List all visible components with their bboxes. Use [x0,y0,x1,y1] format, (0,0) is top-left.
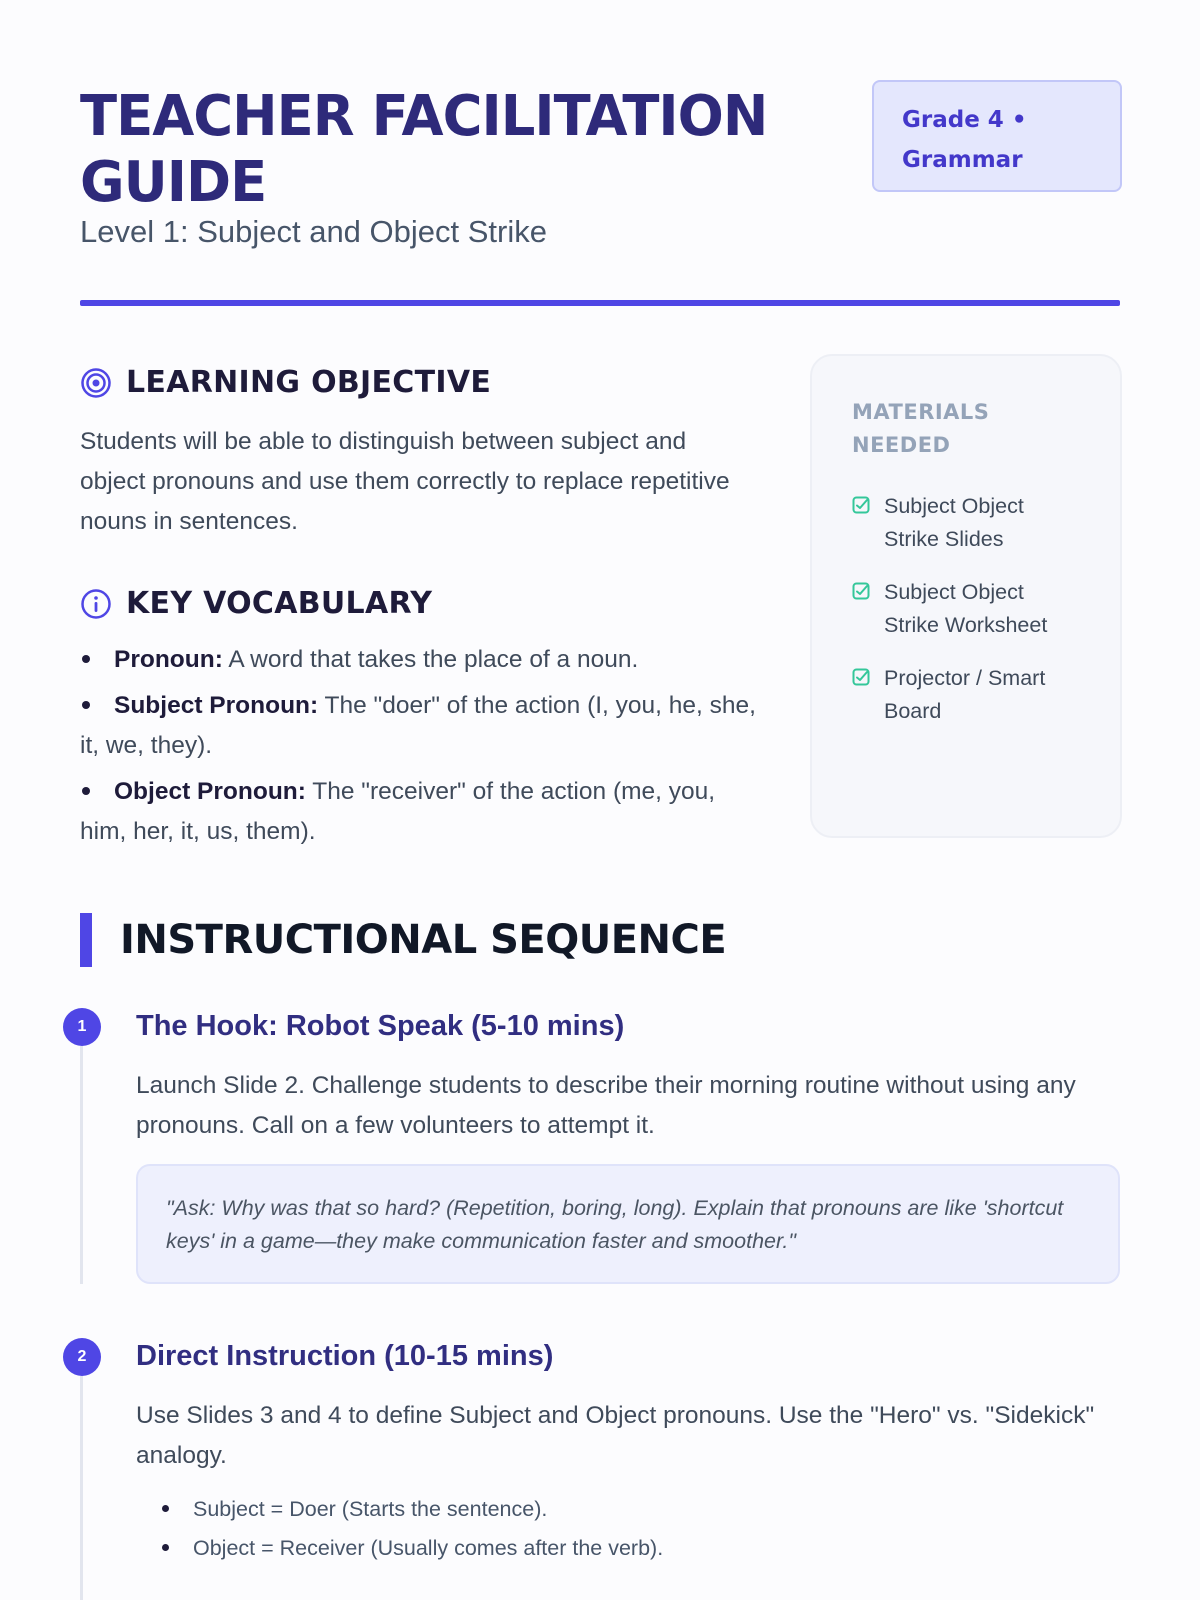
step-number-badge: 2 [63,1338,101,1376]
material-item [852,662,1080,728]
vocabulary-heading [80,586,432,621]
vocab-term: Pronoun: [114,646,223,673]
step-title: The Hook: Robot Speak (5-10 mins) [136,1010,625,1042]
vocabulary-list [80,640,760,858]
facilitation-guide [77,0,1120,1600]
list-item [162,1529,663,1568]
page-title: TEACHER FACILITATION GUIDE [80,84,768,215]
material-item [852,490,1080,556]
bullet [162,1544,169,1551]
step-description: Launch Slide 2. Challenge students to describe their morning routine without using any pronouns. Call on a few volunteers to attempt it. [136,1072,1076,1139]
step-bullet-list [162,1490,663,1568]
checkbox-icon [852,668,870,686]
materials-title: MATERIALS NEEDED [852,400,990,457]
page-subtitle: Level 1: Subject and Object Strike [80,214,547,249]
material-item [852,576,1080,642]
vocab-term: Object Pronoun: [114,778,306,805]
vocab-item [80,686,760,766]
bullet [82,701,90,709]
vocabulary-title: KEY VOCABULARY [126,586,433,621]
timeline-line [80,1046,83,1284]
step-description: Use Slides 3 and 4 to define Subject and Object pronouns. Use the "Hero" vs. "Sidekick" analogy. [136,1402,1095,1469]
vocab-definition: The "receiver" of the action (me, you, him, her, it, us, them). [80,778,716,845]
timeline-line [80,1376,83,1600]
list-item-text: Object = Receiver (Usually comes after the verb). [193,1536,664,1560]
vocab-item [80,640,760,680]
list-item-text: Subject = Doer (Starts the sentence). [193,1497,548,1521]
material-label: Projector / Smart Board [884,666,1046,723]
checkbox-icon [852,582,870,600]
list-item [162,1490,663,1529]
teacher-callout: "Ask: Why was that so hard? (Repetition, boring, long). Explain that pronouns are like 'shortcut keys' in a game—they make communication faster and smoother." [136,1164,1120,1284]
vocab-term: Subject Pronoun: [114,692,319,719]
accent-bar [80,913,92,967]
step-number-badge: 1 [63,1008,101,1046]
info-icon [80,588,112,620]
bullet [162,1505,169,1512]
bullet [82,787,90,795]
vocab-definition: The "doer" of the action (I, you, he, she, it, we, they). [80,692,756,759]
checkbox-icon [852,496,870,514]
material-label: Subject Object Strike Worksheet [884,580,1048,637]
grade-badge: Grade 4 • Grammar [872,80,1122,192]
vocab-item [80,772,760,852]
bullet [82,655,90,663]
objective-heading [80,365,491,400]
vocab-definition: A word that takes the place of a noun. [222,646,639,673]
materials-card [810,354,1122,838]
header-divider [80,300,1120,306]
step-title: Direct Instruction (10-15 mins) [136,1340,554,1372]
material-label: Subject Object Strike Slides [884,494,1024,551]
objective-text: Students will be able to distinguish between subject and object pronouns and use them correctly to replace repetitive nouns in sentences. [80,428,730,535]
objective-title: LEARNING OBJECTIVE [126,365,492,400]
sequence-heading [80,913,726,967]
target-icon [80,367,112,399]
sequence-title: INSTRUCTIONAL SEQUENCE [120,917,727,963]
